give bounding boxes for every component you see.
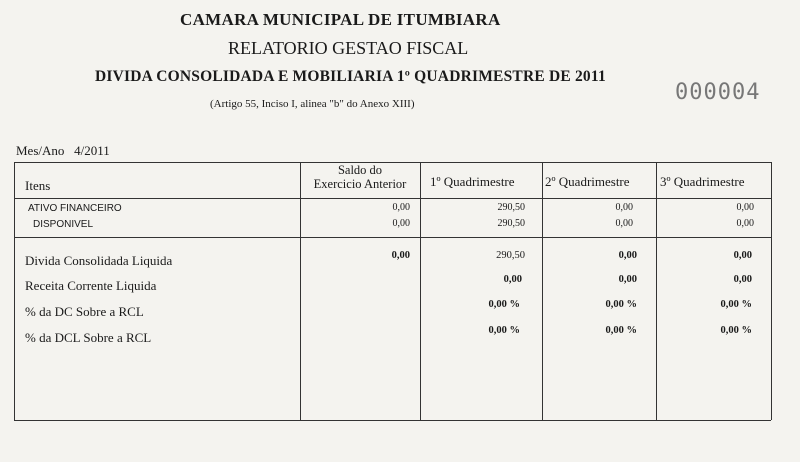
row-label: Receita Corrente Liquida (25, 278, 157, 293)
cell-q2: 0,00 (618, 250, 637, 261)
cell-q1: 290,50 (497, 202, 525, 213)
col-header-saldo-line1: Saldo do (337, 163, 383, 177)
cell-q1: 0,00 % (488, 325, 520, 336)
report-subtitle: (Artigo 55, Inciso I, alinea "b" do Anexo XIII) (210, 98, 415, 110)
page-stamp: 000004 (675, 80, 761, 105)
col-border-left (14, 162, 15, 420)
cell-saldo: 0,00 (392, 218, 410, 229)
col-border-q2 (542, 162, 543, 420)
table-bottom-border (14, 420, 771, 421)
cell-q3: 0,00 (733, 274, 752, 285)
report-title: DIVIDA CONSOLIDADA E MOBILIARIA 1º QUADRIMESTRE DE 2011 (95, 68, 606, 85)
cell-saldo: 0,00 (392, 202, 410, 213)
cell-q1: 290,50 (496, 250, 525, 261)
period-value: 4/2011 (74, 143, 110, 158)
col-header-itens: Itens (25, 178, 51, 193)
cell-q3: 0,00 % (720, 299, 752, 310)
cell-q2: 0,00 (615, 202, 633, 213)
cell-q1: 0,00 % (488, 299, 520, 310)
section-divider (14, 237, 771, 238)
col-header-saldo (301, 163, 419, 191)
col-header-saldo-line2: Exercicio Anterior (313, 177, 407, 191)
period-line (16, 143, 110, 159)
cell-q3: 0,00 (733, 250, 752, 261)
row-label: ATIVO FINANCEIRO (28, 203, 122, 214)
cell-q2: 0,00 (618, 274, 637, 285)
period-label: Mes/Ano (16, 143, 65, 158)
cell-q1: 290,50 (497, 218, 525, 229)
cell-q3: 0,00 (736, 218, 754, 229)
cell-q1: 0,00 (503, 274, 522, 285)
row-label: DISPONIVEL (33, 219, 94, 230)
col-header-q2: 2º Quadrimestre (545, 174, 630, 189)
cell-q3: 0,00 % (720, 325, 752, 336)
col-header-q1: 1º Quadrimestre (430, 174, 515, 189)
cell-q2: 0,00 (615, 218, 633, 229)
col-border-q1 (420, 162, 421, 420)
col-border-right (771, 162, 772, 420)
cell-q2: 0,00 % (605, 299, 637, 310)
cell-saldo: 0,00 (391, 250, 410, 261)
cell-q3: 0,00 (736, 202, 754, 213)
row-label: Divida Consolidada Liquida (25, 253, 173, 268)
org-name: CAMARA MUNICIPAL DE ITUMBIARA (180, 10, 501, 29)
col-border-q3 (656, 162, 657, 420)
report-name: RELATORIO GESTAO FISCAL (228, 38, 469, 58)
col-header-q3: 3º Quadrimestre (660, 174, 745, 189)
row-label: % da DC Sobre a RCL (25, 304, 144, 319)
cell-q2: 0,00 % (605, 325, 637, 336)
row-label: % da DCL Sobre a RCL (25, 330, 152, 345)
header-bottom-border (14, 198, 771, 199)
col-border-saldo (300, 162, 301, 420)
